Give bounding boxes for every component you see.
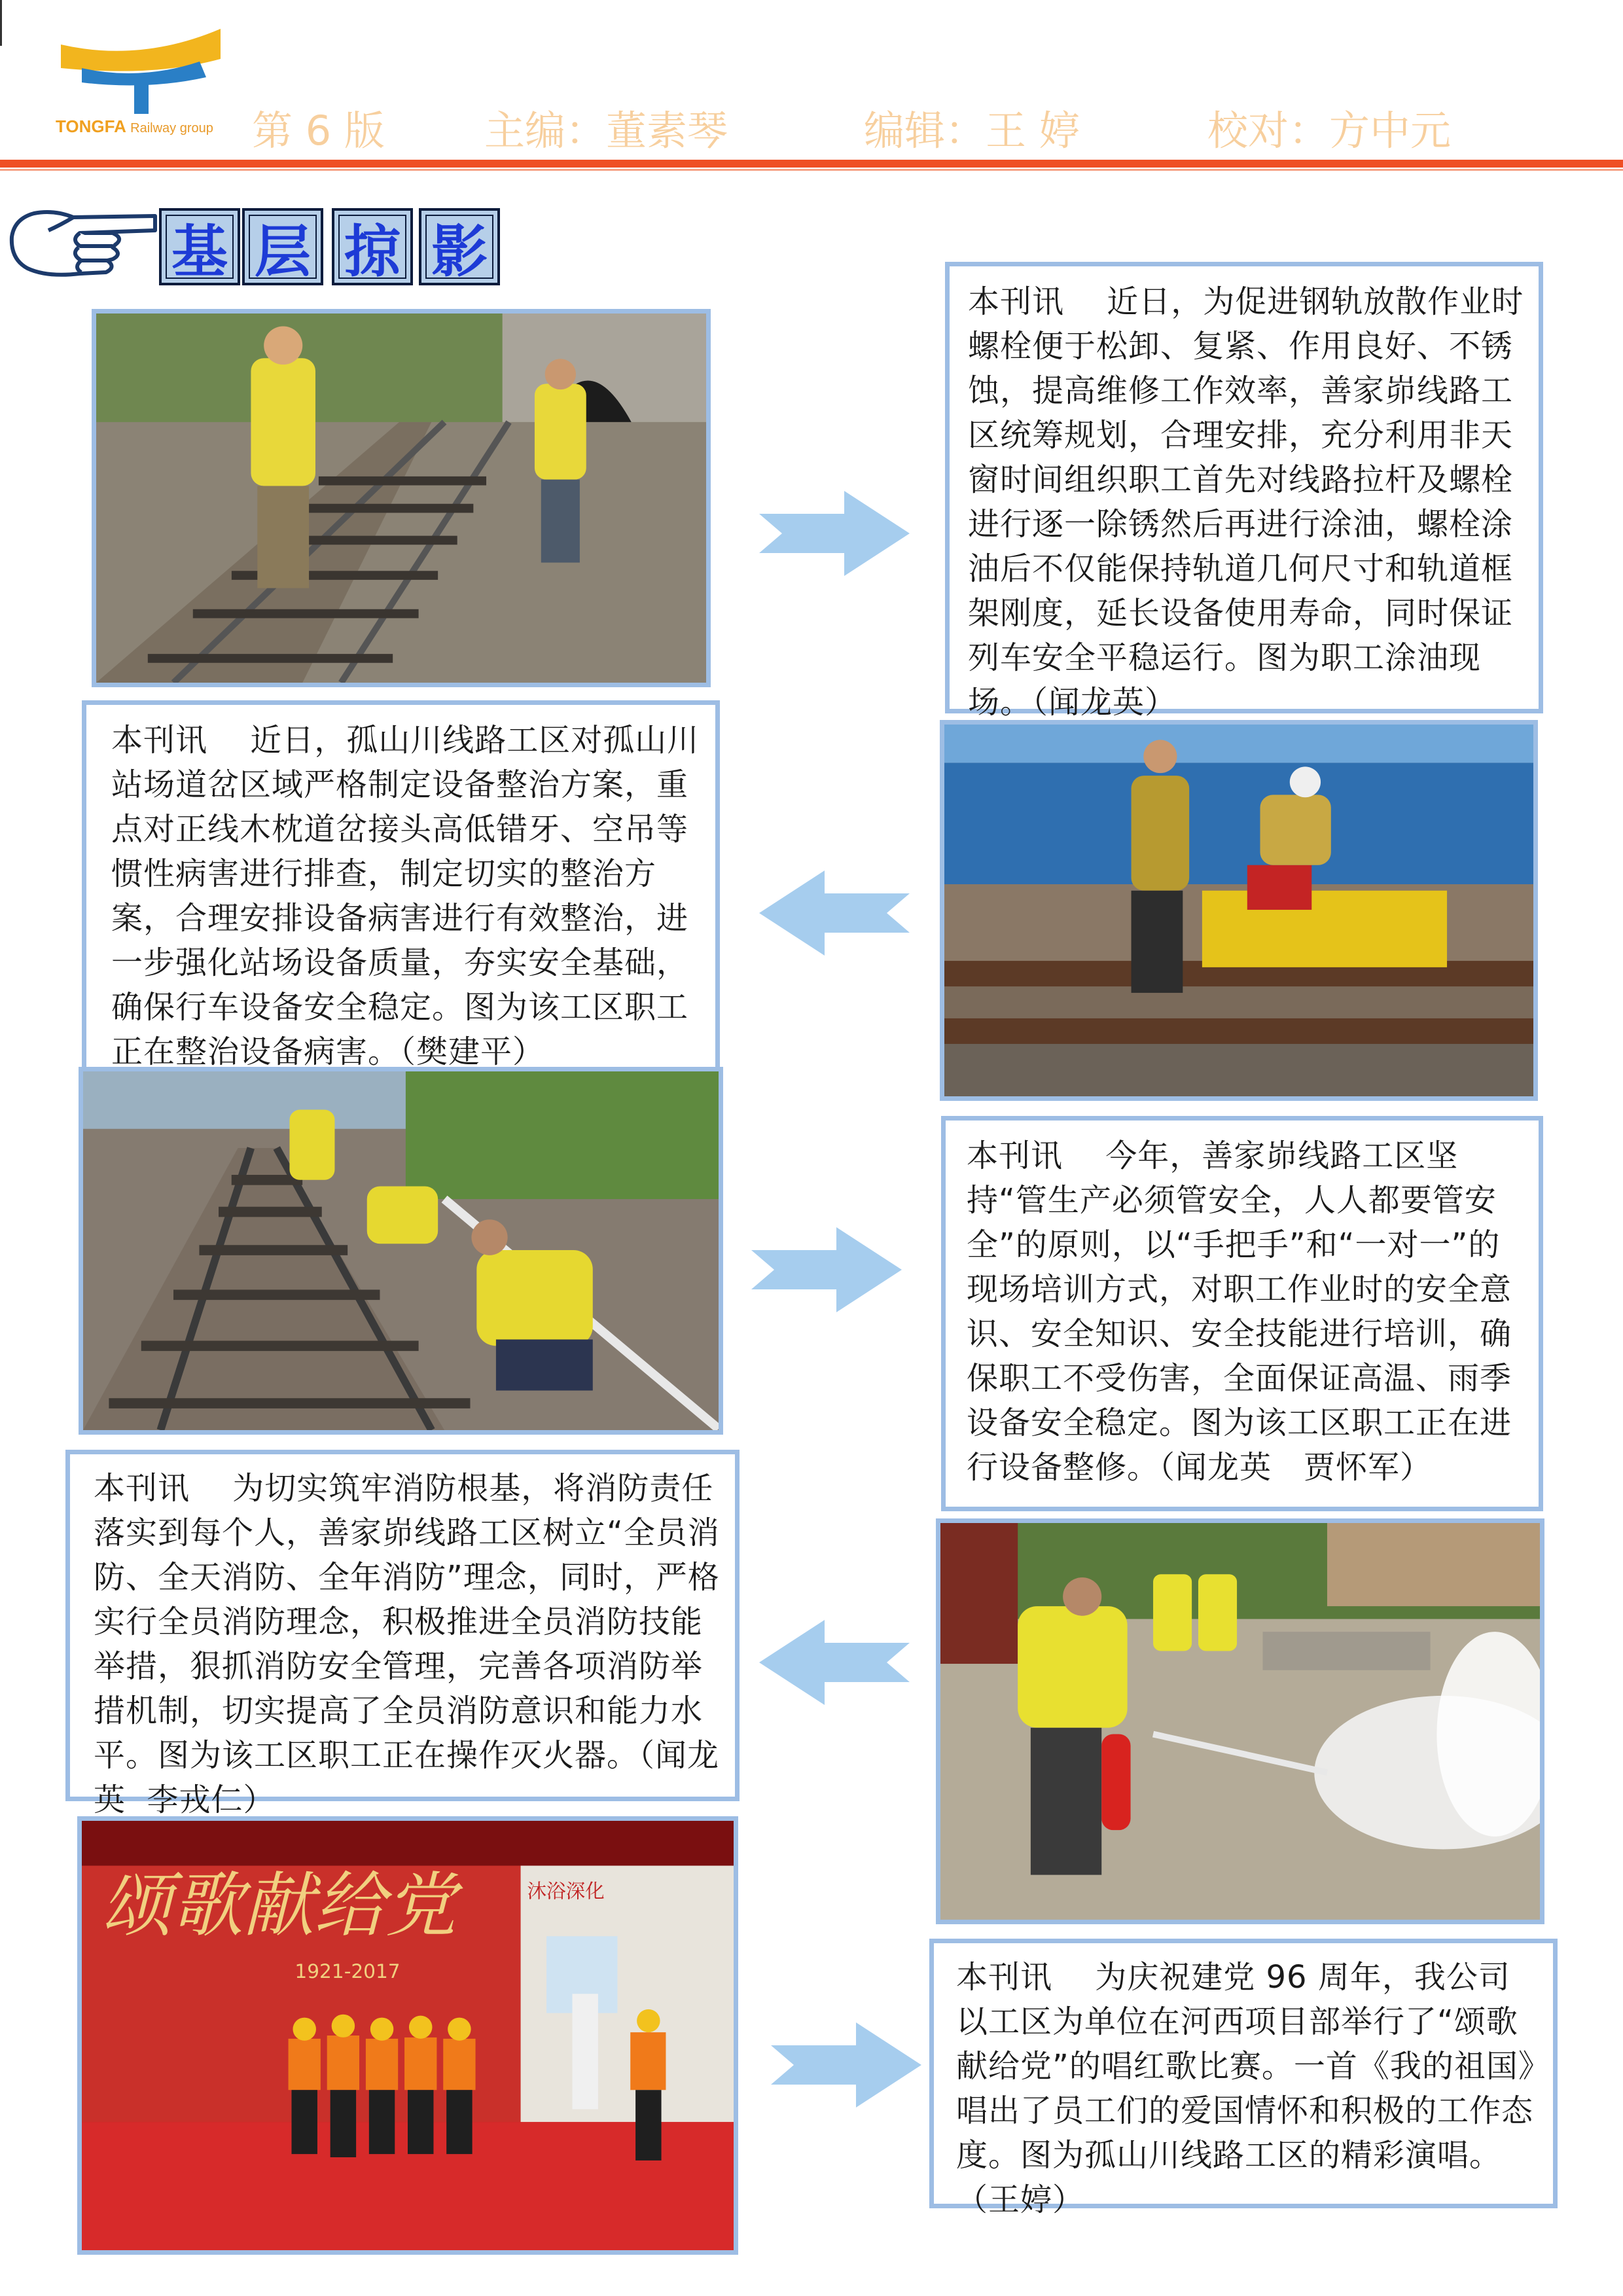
stage-banner: 颂歌献给党 xyxy=(101,1865,456,1947)
article-card-2 xyxy=(82,700,720,1073)
right-arrow-icon xyxy=(745,1221,908,1319)
header-rule xyxy=(0,160,1623,168)
chief-editor-label: 主编：董素琴 xyxy=(484,107,728,154)
logo-sub: Railway group xyxy=(130,121,213,135)
article-card-5 xyxy=(929,1939,1558,2218)
article-card-4 xyxy=(65,1450,740,1818)
right-arrow-icon xyxy=(764,2016,928,2114)
section-title-char-1: 基 xyxy=(159,208,240,285)
edition-label: 第 6 版 xyxy=(252,107,385,154)
page-corner-mark xyxy=(0,0,2,46)
right-arrow-icon xyxy=(753,484,916,583)
logo-brand: TONGFA xyxy=(56,117,126,136)
article-text-3: 本刊讯 今年，善家峁线路工区坚持“管生产必须管安全，人人都要管安全”的原则，以“手把手”和“一对一”的现场培训方式，对职工作业时的安全意识、安全知识、安全技能进行培训，确保职工不受伤害，全面保证高温、雨季设备安全稳定。图为该工区职工正在进行设备整修。（闻龙英 贾怀军） xyxy=(967,1138,1512,1486)
article-card-3 xyxy=(941,1116,1543,1511)
section-title-char-4: 影 xyxy=(419,208,500,285)
header-rule-thin xyxy=(0,169,1623,171)
left-arrow-icon xyxy=(753,864,916,962)
photo-track-maintenance xyxy=(79,1067,723,1435)
proofreader-label: 校对：方中元 xyxy=(1207,107,1452,154)
section-title-char-3: 掠 xyxy=(332,208,413,285)
company-logo xyxy=(56,25,226,117)
article-text-1: 本刊讯 近日，为促进钢轨放散作业时螺栓便于松卸、复紧、作用良好、不锈蚀，提高维修工作效率，善家峁线路工区统筹规划，合理安排，充分利用非天窗时间组织职工首先对线路拉杆及螺栓进行逐一除锈然后再进行涂油，螺栓涂油后不仅能保持轨道几何尺寸和轨道框架刚度，延长设备使用寿命，同时保证列车安全平稳运行。图为职工涂油现场。（闻龙英） xyxy=(968,283,1524,721)
photo-fire-extinguisher xyxy=(936,1518,1544,1924)
article-text-4: 本刊讯 为切实筑牢消防根基，将消防责任落实到每个人，善家峁线路工区树立“全员消防、全天消防、全年消防”理念，同时，严格实行全员消防理念，积极推进全员消防技能举措，狠抓消防安全管理，完善各项消防举措机制，切实提高了全员消防意识和能力水平。图为该工区职工正在操作灭火器。（闻龙英 李戎仁） xyxy=(94,1470,720,1818)
stage-banner-year: 1921-2017 xyxy=(294,1960,401,1982)
section-title-char-2: 层 xyxy=(242,208,323,285)
editor-label: 编辑：王 婷 xyxy=(864,107,1080,154)
photo-rail-grinding xyxy=(940,720,1538,1101)
article-text-5: 本刊讯 为庆祝建党 96 周年，我公司以工区为单位在河西项目部举行了“颂歌献给党”的唱红歌比赛。一首《我的祖国》唱出了员工们的爱国情怀和积极的工作态度。图为孤山川线路工区的精彩演唱。（王婷） xyxy=(956,1959,1535,2218)
photo-track-oiling xyxy=(92,309,711,687)
pointing-hand-icon xyxy=(8,196,158,285)
left-arrow-icon xyxy=(753,1613,916,1712)
article-text-2: 本刊讯 近日，孤山川线路工区对孤山川站场道岔区域严格制定设备整治方案，重点对正线木枕道岔接头高低错牙、空吊等惯性病害进行排查，制定切实的整治方案，合理安排设备病害进行有效整治，进一步强化站场设备质量，夯实安全基础，确保行车设备安全稳定。图为该工区职工正在整治设备病害。（樊建平） xyxy=(111,722,700,1070)
side-banner: 沐浴深化 xyxy=(527,1880,605,1903)
logo-wordmark xyxy=(56,117,213,137)
article-card-1 xyxy=(945,262,1543,721)
photo-singing-contest xyxy=(77,1816,738,2255)
